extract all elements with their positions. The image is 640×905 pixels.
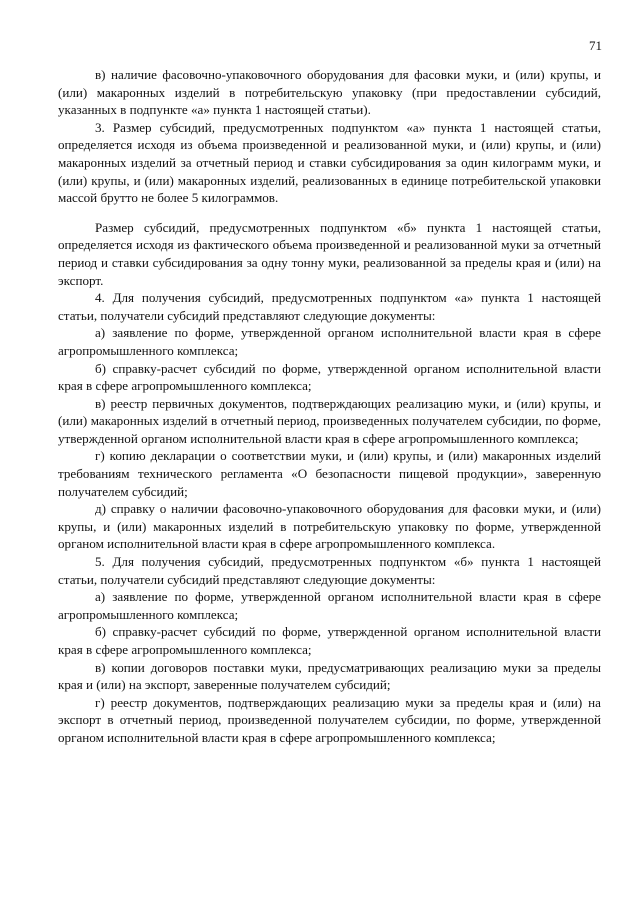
paragraph-5-documents: 5. Для получения субсидий, предусмотренных подпунктом «б» пункта 1 настоящей статьи, получатели субсидий представляют следующие документы:	[58, 554, 601, 587]
list-item-4b: б) справку-расчет субсидий по форме, утвержденной органом исполнительной власти края в сфере агропромышленного комплекса;	[58, 360, 601, 394]
paragraph-3-subsidy-size: 3. Размер субсидий, предусмотренных подпунктом «а» пункта 1 настоящей статьи, определяется исходя из объема произведенной и реализованной муки, и (или) крупы, и (или) макаронных изделий за отчетный период и ставки субсидирования за один килограмм муки, и (или) крупы, и (или) макаронных изделий, реализованных в единице потребительской упаковки массой брутто не более 5 килограммов.	[58, 119, 601, 206]
document-body	[58, 66, 601, 747]
list-item-4a: а) заявление по форме, утвержденной органом исполнительной власти края в сфере агропромышленного комплекса;	[58, 325, 601, 358]
paragraph-4-documents: 4. Для получения субсидий, предусмотренных подпунктом «а» пункта 1 настоящей статьи, получатели субсидий представляют следующие документы:	[58, 290, 601, 323]
page-number: 71	[589, 38, 602, 53]
paragraph-v-packaging-equipment: в) наличие фасовочно-упаковочного оборудования для фасовки муки, и (или) крупы, и (или) макаронных изделий в потребительскую упаковку (при предоставлении субсидий, указанных в подпункте «а» пункта 1 настоящей статьи).	[58, 67, 601, 118]
list-item-4d: д) справку о наличии фасовочно-упаковочного оборудования для фасовки муки, и (или) крупы, и (или) макаронных изделий в потребительскую упаковку по форме, утвержденной органом исполнительной власти края в сфере агропромышленного комплекса.	[58, 501, 601, 552]
list-item-4g: г) копию декларации о соответствии муки, и (или) крупы, и (или) макаронных изделий требованиям технического регламента «О безопасности пищевой продукции», заверенную получателем субсидий;	[58, 448, 601, 499]
list-item-5a: а) заявление по форме, утвержденной органом исполнительной власти края в сфере агропромышленного комплекса;	[58, 589, 601, 622]
list-item-5g: г) реестр документов, подтверждающих реализацию муки за пределы края и (или) на экспорт в отчетный период, произведенной получателем субсидии, по форме, утвержденной органом исполнительной власти края в сфере агропромышленного комплекса;	[58, 694, 601, 745]
paragraph-subsidy-size-b: Размер субсидий, предусмотренных подпунктом «б» пункта 1 настоящей статьи, определяется исходя из фактического объема произведенной и реализованной муки за отчетный период и ставки субсидирования за одну тонну муки, реализованной за пределы края и (или) на экспорт.	[58, 219, 601, 288]
list-item-4v: в) реестр первичных документов, подтверждающих реализацию муки, и (или) крупы, и (или) макаронных изделий в отчетный период, произведенных получателем субсидии, по форме, утвержденной органом исполнительной власти края в сфере агропромышленного комплекса;	[58, 395, 601, 446]
list-item-5b: б) справку-расчет субсидий по форме, утвержденной органом исполнительной власти края в сфере агропромышленного комплекса;	[58, 624, 601, 657]
list-item-5v: в) копии договоров поставки муки, предусматривающих реализацию муки за пределы края и (или) на экспорт, заверенные получателем субсидий;	[58, 659, 601, 693]
